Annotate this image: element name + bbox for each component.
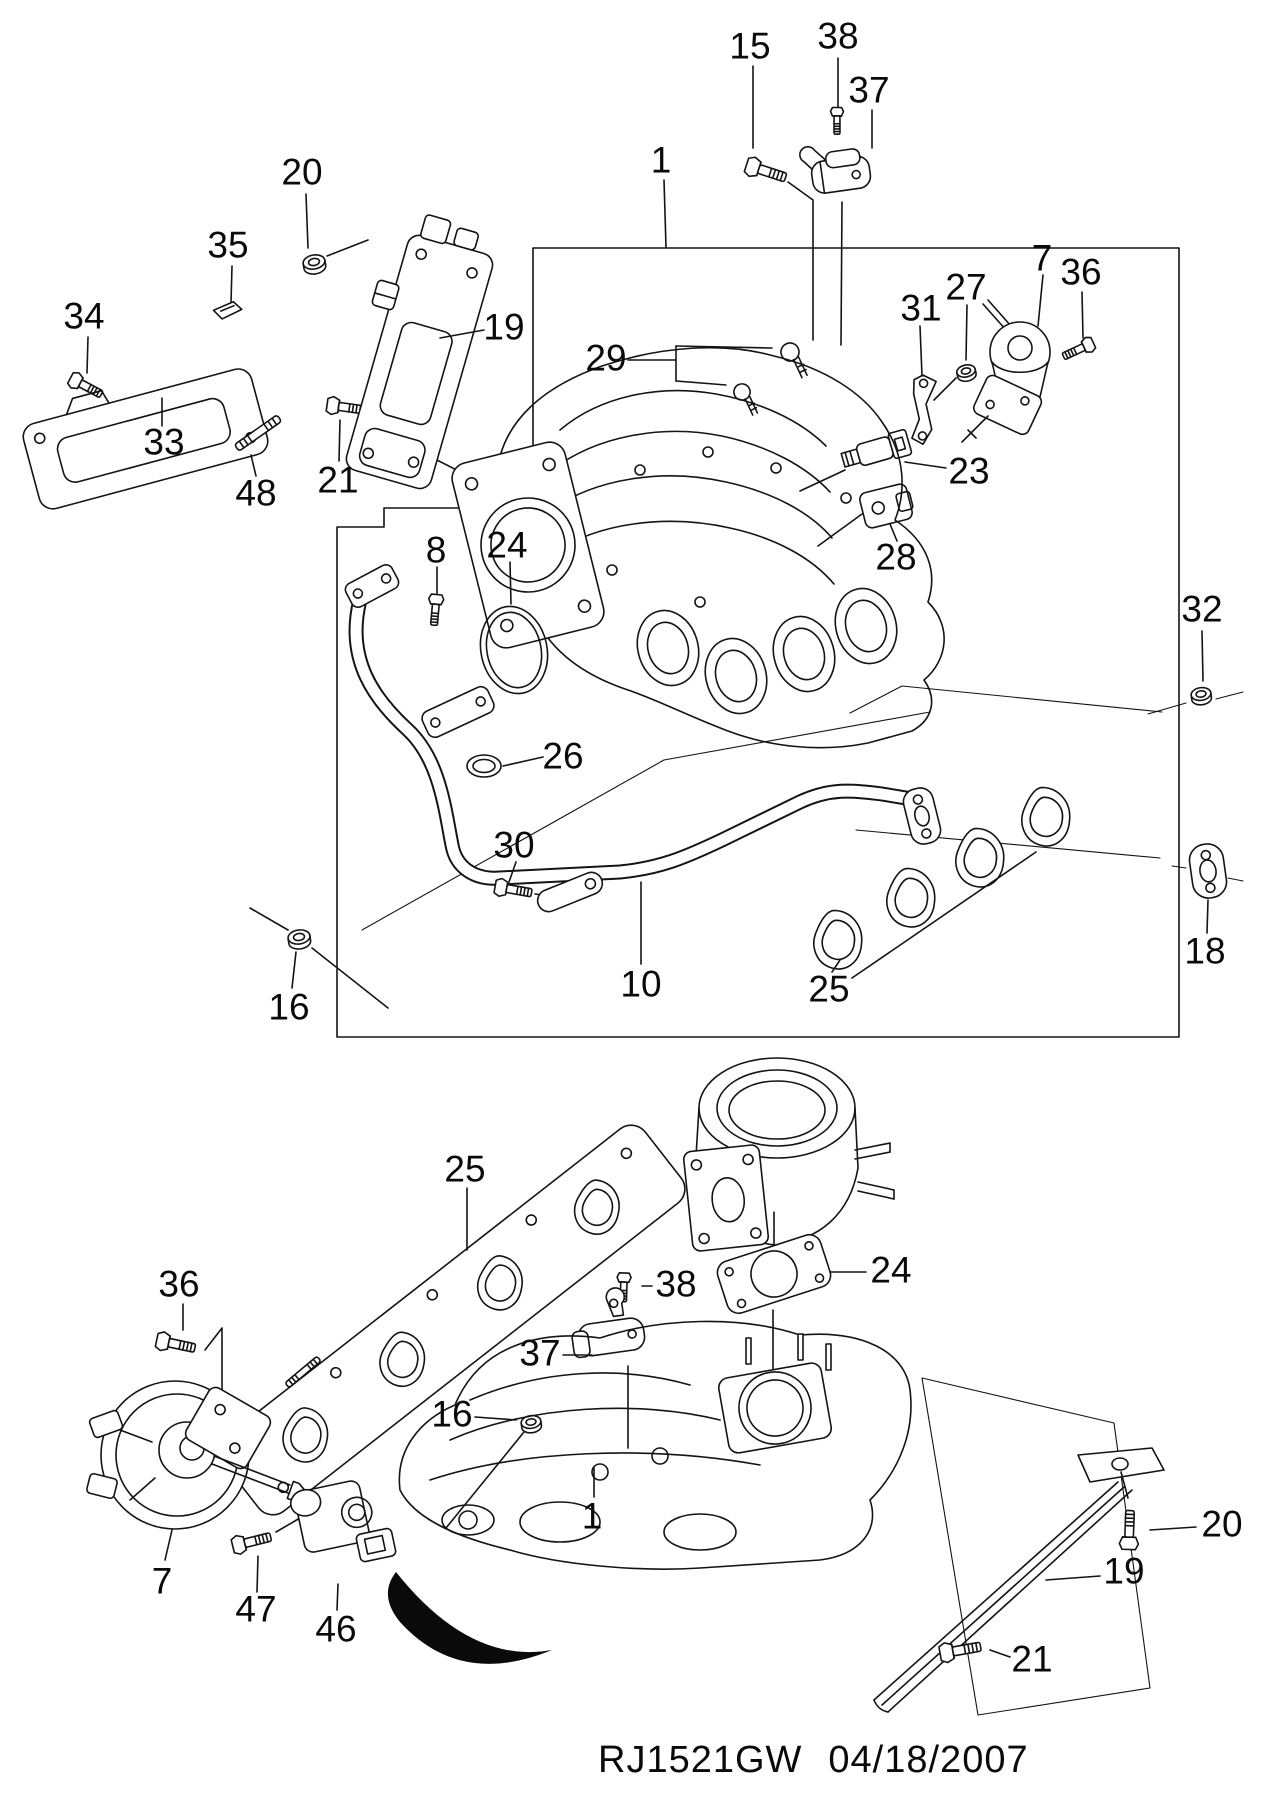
callout-l38: 38 [655, 1263, 697, 1305]
bolt-15-drawing [743, 66, 813, 340]
drawing-code: RJ1521GW [598, 1739, 803, 1781]
callout-u18: 18 [1184, 930, 1226, 972]
bolt-38-upper-drawing [831, 58, 844, 134]
flange-gasket-18-drawing [1187, 842, 1228, 933]
callout-u27: 27 [945, 266, 987, 308]
screw-8-drawing [427, 567, 445, 626]
callout-u21: 21 [317, 459, 359, 501]
bolt-20-lower-drawing [1119, 1472, 1196, 1550]
callout-u48: 48 [235, 472, 277, 514]
callout-l37: 37 [519, 1332, 561, 1374]
drawing-date: 04/18/2007 [828, 1739, 1029, 1781]
callout-u29: 29 [585, 337, 627, 379]
bracket-19-upper-drawing [326, 206, 501, 491]
callout-u37: 37 [848, 69, 890, 111]
callout-u35: 35 [207, 224, 249, 266]
callout-u38: 38 [817, 15, 859, 57]
callout-l24: 24 [870, 1249, 912, 1291]
nut-32-drawing [1190, 631, 1212, 706]
callout-l46: 46 [315, 1608, 357, 1650]
callout-u7: 7 [1031, 237, 1053, 279]
callout-u20: 20 [281, 151, 323, 193]
callout-u24: 24 [486, 524, 528, 566]
callout-l21: 21 [1011, 1638, 1053, 1680]
bolt-34-drawing [67, 337, 106, 402]
clip-35-drawing [213, 266, 243, 320]
callout-u23: 23 [948, 450, 990, 492]
callout-u19: 19 [483, 306, 525, 348]
callout-u36: 36 [1060, 251, 1102, 293]
callout-u16: 16 [268, 986, 310, 1028]
sensor-37-lower-drawing [563, 1285, 646, 1448]
bolt-21-lower-drawing [938, 1637, 1010, 1664]
callout-u8: 8 [425, 529, 447, 571]
callout-u31: 31 [900, 287, 942, 329]
direction-arrow-swoosh [388, 1572, 552, 1664]
sensor-37-upper-drawing [799, 110, 872, 345]
callout-l47: 47 [235, 1588, 277, 1630]
seal-26-drawing [467, 755, 543, 777]
callout-u32: 32 [1181, 588, 1223, 630]
screw-36-upper-drawing [1060, 292, 1096, 364]
callout-l36: 36 [158, 1263, 200, 1305]
bolt-47-drawing [230, 1518, 300, 1592]
callout-u34: 34 [63, 295, 105, 337]
callout-leader-1-upper [664, 180, 666, 247]
callout-l20: 20 [1201, 1503, 1243, 1545]
callout-l1: 1 [581, 1495, 603, 1537]
solenoid-valve-46-drawing [288, 1474, 396, 1610]
nut-20-upper-drawing [302, 194, 368, 276]
callout-l19: 19 [1103, 1550, 1145, 1592]
drawing-footer [598, 1739, 1055, 1782]
callout-u33: 33 [143, 421, 185, 463]
throttle-body-drawing [683, 1058, 894, 1252]
lever-31-drawing [903, 326, 956, 445]
callout-u28: 28 [875, 536, 917, 578]
callout-u10: 10 [620, 963, 662, 1005]
callout-l7: 7 [151, 1560, 173, 1602]
gasket-24-lower-drawing [714, 1232, 866, 1378]
callout-u25: 25 [808, 968, 850, 1010]
gasket-set-25-upper-drawing [811, 785, 1073, 978]
callout-l16: 16 [431, 1393, 473, 1435]
callout-u30: 30 [493, 824, 535, 866]
callout-u15: 15 [729, 25, 771, 67]
callout-u26: 26 [542, 735, 584, 777]
callout-l25: 25 [444, 1148, 486, 1190]
callout-u1: 1 [650, 139, 672, 181]
nut-27-drawing [956, 305, 978, 383]
